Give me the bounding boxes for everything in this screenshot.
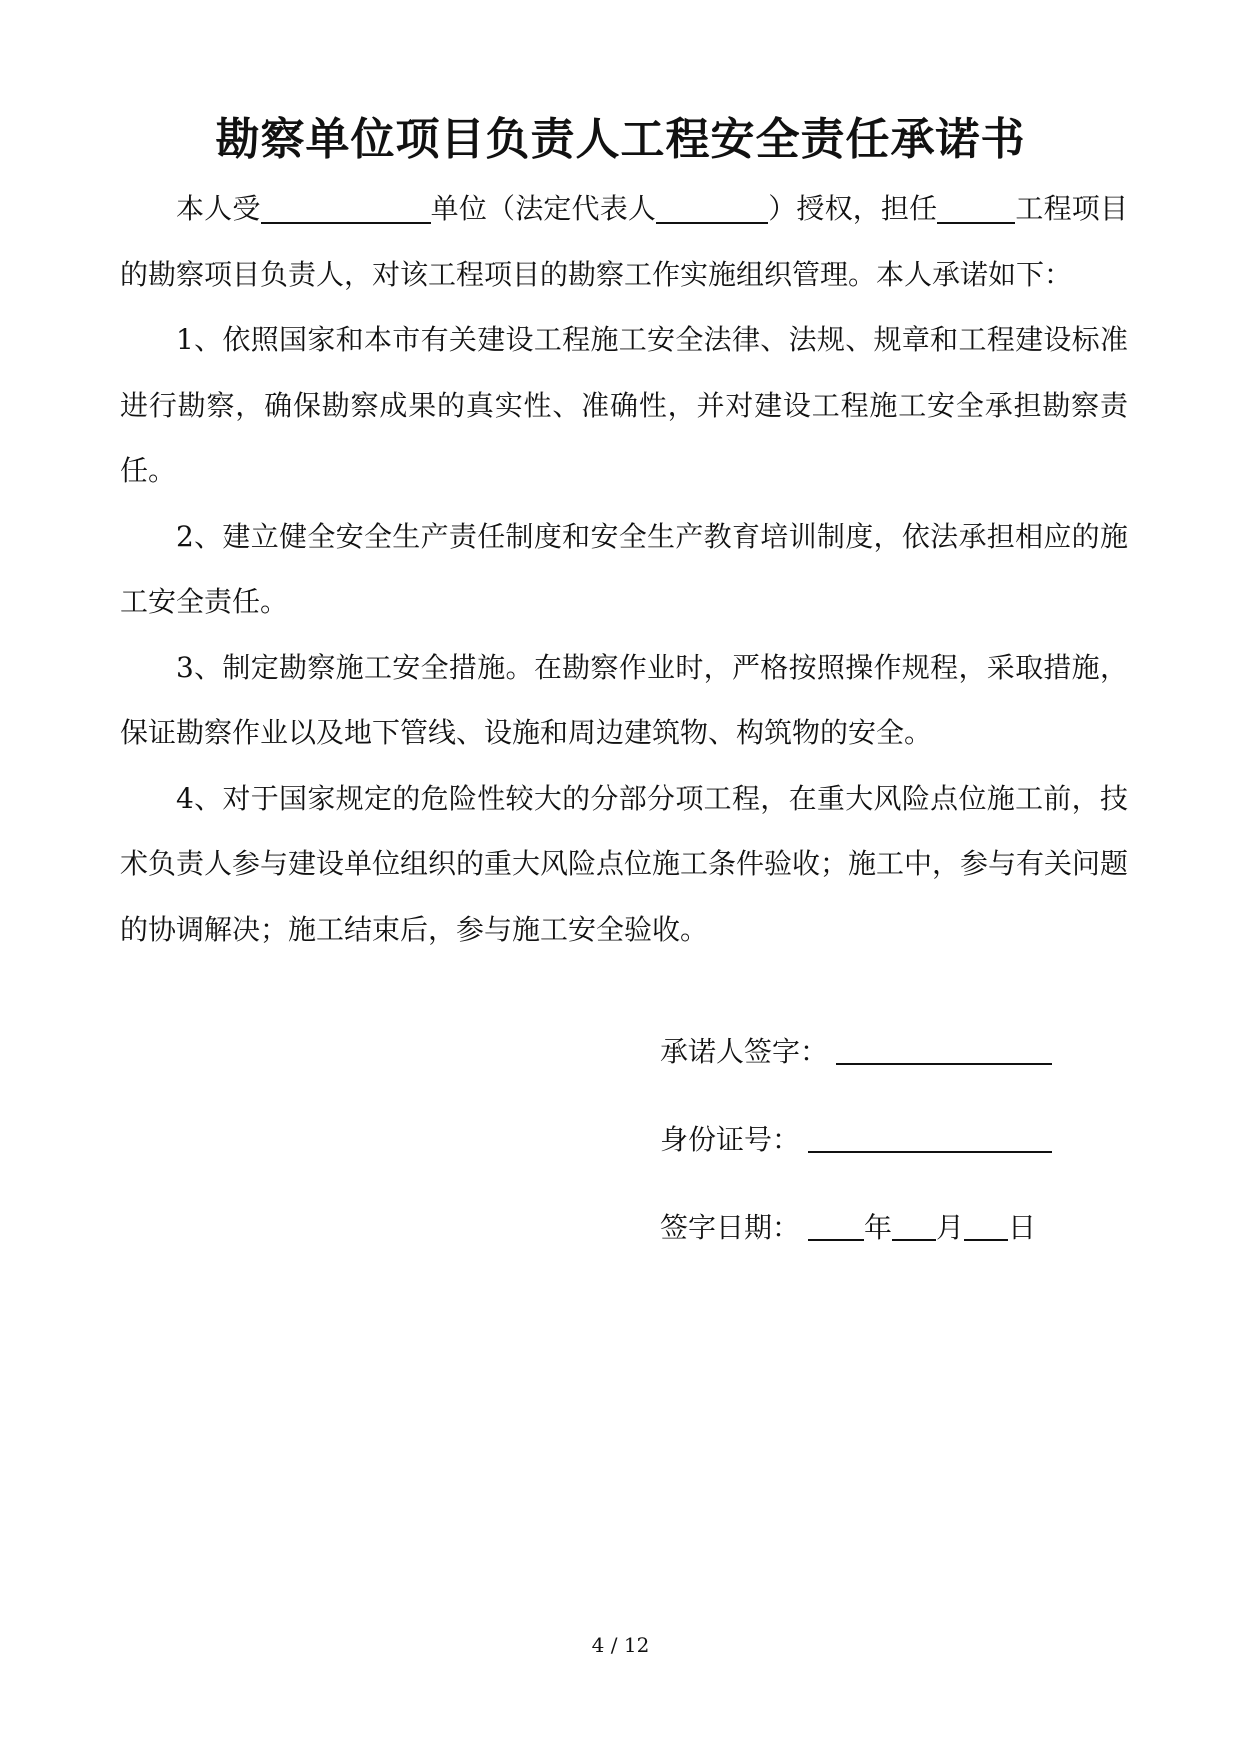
month-blank bbox=[892, 1209, 936, 1241]
unit-name-blank bbox=[261, 190, 431, 224]
day-label: 日 bbox=[1008, 1211, 1037, 1244]
intro-paragraph bbox=[120, 176, 1128, 307]
intro-text-3: ）授权，担任 bbox=[768, 192, 938, 225]
clause-1: 1、依照国家和本市有关建设工程施工安全法律、法规、规章和工程建设标准进行勘察，确保勘察成果的真实性、准确性，并对建设工程施工安全承担勘察责任。 bbox=[120, 323, 1128, 487]
sign-date-line bbox=[660, 1208, 1036, 1248]
page-number: 4 / 12 bbox=[591, 1633, 650, 1657]
document-title: 勘察单位项目负责人工程安全责任承诺书 bbox=[215, 114, 1026, 165]
id-number-label: 身份证号： bbox=[660, 1123, 801, 1156]
signer-blank bbox=[836, 1033, 1052, 1065]
day-blank bbox=[964, 1209, 1008, 1241]
intro-text-4: 工程项目的勘察项目负责人，对该工程项目的勘察工作实施组织管理。本人承诺如下： bbox=[120, 192, 1128, 291]
clause-4: 4、对于国家规定的危险性较大的分部分项工程，在重大风险点位施工前，技术负责人参与建设单位组织的重大风险点位施工条件验收；施工中，参与有关问题的协调解决；施工结束后，参与施工安全验收。 bbox=[120, 781, 1129, 946]
sign-date-label: 签字日期： bbox=[660, 1211, 801, 1244]
document-body bbox=[120, 176, 1128, 962]
signer-label: 承诺人签字： bbox=[660, 1035, 829, 1068]
clause-2: 2、建立健全安全生产责任制度和安全生产教育培训制度，依法承担相应的施工安全责任。 bbox=[120, 519, 1128, 618]
intro-text-1: 本人受 bbox=[176, 192, 261, 225]
legal-rep-blank bbox=[656, 190, 768, 224]
year-label: 年 bbox=[864, 1211, 893, 1244]
signer-line bbox=[660, 1032, 1052, 1072]
year-blank bbox=[808, 1209, 864, 1241]
project-name-blank bbox=[937, 190, 1015, 224]
month-label: 月 bbox=[936, 1211, 965, 1244]
id-number-blank bbox=[808, 1121, 1052, 1153]
id-number-line bbox=[660, 1120, 1052, 1160]
clause-3: 3、制定勘察施工安全措施。在勘察作业时，严格按照操作规程，采取措施，保证勘察作业以及地下管线、设施和周边建筑物、构筑物的安全。 bbox=[120, 650, 1128, 749]
intro-text-2: 单位（法定代表人 bbox=[430, 192, 657, 225]
